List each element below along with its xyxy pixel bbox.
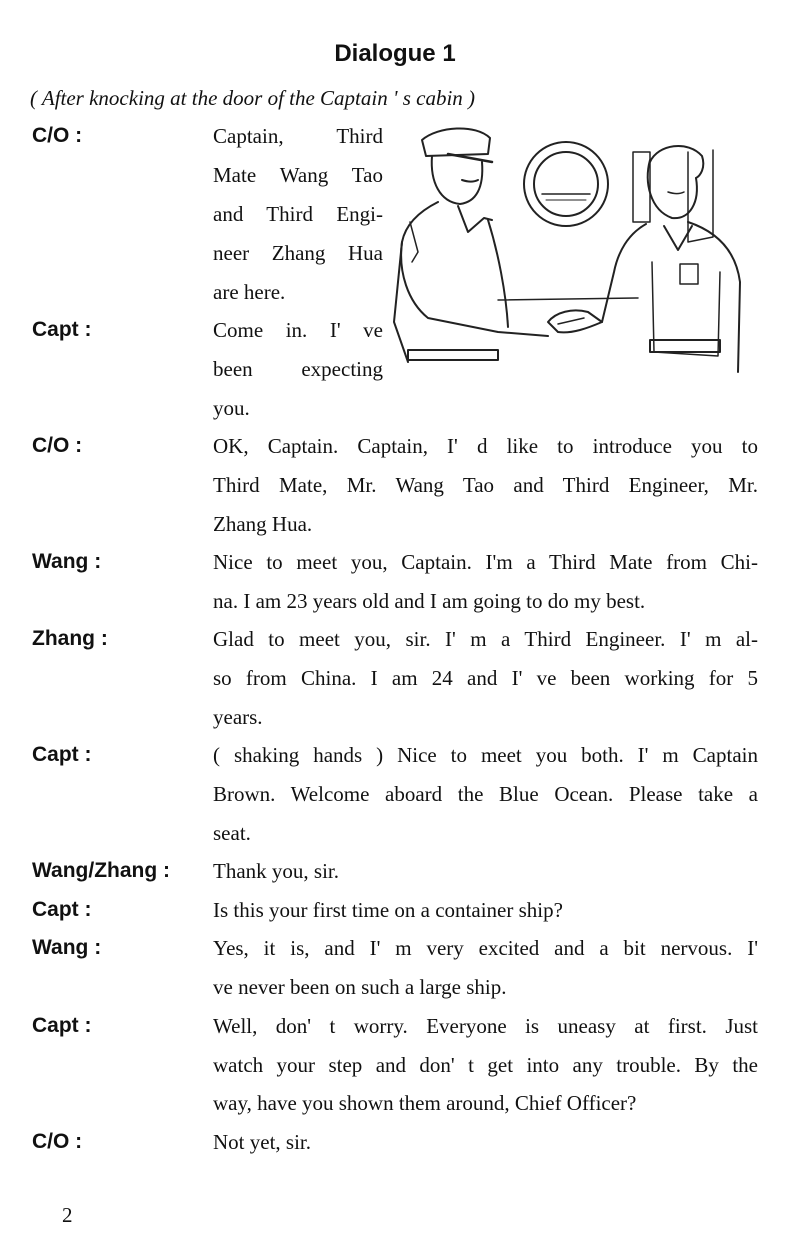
- dialogue-line: Zhang Hua.: [213, 512, 313, 536]
- porthole-icon: [524, 142, 608, 226]
- dialogue-line: Mate Wang Tao: [213, 163, 383, 187]
- dialogue-line: Not yet, sir.: [213, 1130, 311, 1154]
- speaker-label: Wang :: [32, 936, 102, 959]
- dialogue-line: Thank you, sir.: [213, 859, 339, 883]
- dialogue-line: ve never been on such a large ship.: [213, 975, 507, 999]
- dialogue-line: Captain, Third: [213, 124, 383, 148]
- dialogue-line: seat.: [213, 821, 251, 845]
- speaker-label: C/O :: [32, 1130, 83, 1153]
- dialogue-line: na. I am 23 years old and I am going to do my best.: [213, 589, 646, 613]
- dialogue-line: Yes, it is, and I' m very excited and a bit nervous. I': [213, 936, 758, 960]
- dialogue-line: ( shaking hands ) Nice to meet you both. I' m Captain: [213, 743, 758, 767]
- page-number: 2: [62, 1203, 73, 1227]
- dialogue-line: Third Mate, Mr. Wang Tao and Third Engineer, Mr.: [213, 473, 758, 497]
- dialogue-line: Nice to meet you, Captain. I'm a Third Mate from Chi-: [213, 550, 758, 574]
- stage-direction: ( After knocking at the door of the Captain ' s cabin ): [30, 86, 476, 110]
- speaker-label: Capt :: [32, 318, 92, 341]
- dialogue-line: so from China. I am 24 and I' ve been working for 5: [213, 666, 758, 690]
- dialogue-line: OK, Captain. Captain, I' d like to introduce you to: [213, 434, 758, 458]
- dialogue-line: neer Zhang Hua: [213, 241, 383, 265]
- dialogue-line: Is this your first time on a container ship?: [213, 898, 563, 922]
- dialogue-line: Come in. I' ve: [213, 318, 383, 342]
- dialogue-line: are here.: [213, 280, 286, 304]
- handshake-illustration: [388, 122, 753, 377]
- speaker-label: C/O :: [32, 434, 83, 457]
- speaker-label: Zhang :: [32, 627, 108, 650]
- dialogue-line: years.: [213, 705, 263, 729]
- speaker-label: C/O :: [32, 124, 83, 147]
- speaker-label: Wang/Zhang :: [32, 859, 171, 882]
- dialogue-line: Brown. Welcome aboard the Blue Ocean. Please take a: [213, 782, 758, 806]
- dialogue-line: way, have you shown them around, Chief Officer?: [213, 1091, 637, 1115]
- speaker-label: Capt :: [32, 743, 92, 766]
- speaker-label: Capt :: [32, 898, 92, 921]
- speaker-label: Capt :: [32, 1014, 92, 1037]
- dialogue-line: Glad to meet you, sir. I' m a Third Engineer. I' m al-: [213, 627, 758, 651]
- dialogue-line: and Third Engi-: [213, 202, 383, 226]
- dialogue-line: watch your step and don' t get into any trouble. By the: [213, 1053, 758, 1077]
- dialogue-line: Well, don' t worry. Everyone is uneasy at first. Just: [213, 1014, 758, 1038]
- speaker-label: Wang :: [32, 550, 102, 573]
- page-title: Dialogue 1: [334, 40, 456, 67]
- dialogue-line: been expecting: [213, 357, 383, 381]
- dialogue-line: you.: [213, 396, 250, 420]
